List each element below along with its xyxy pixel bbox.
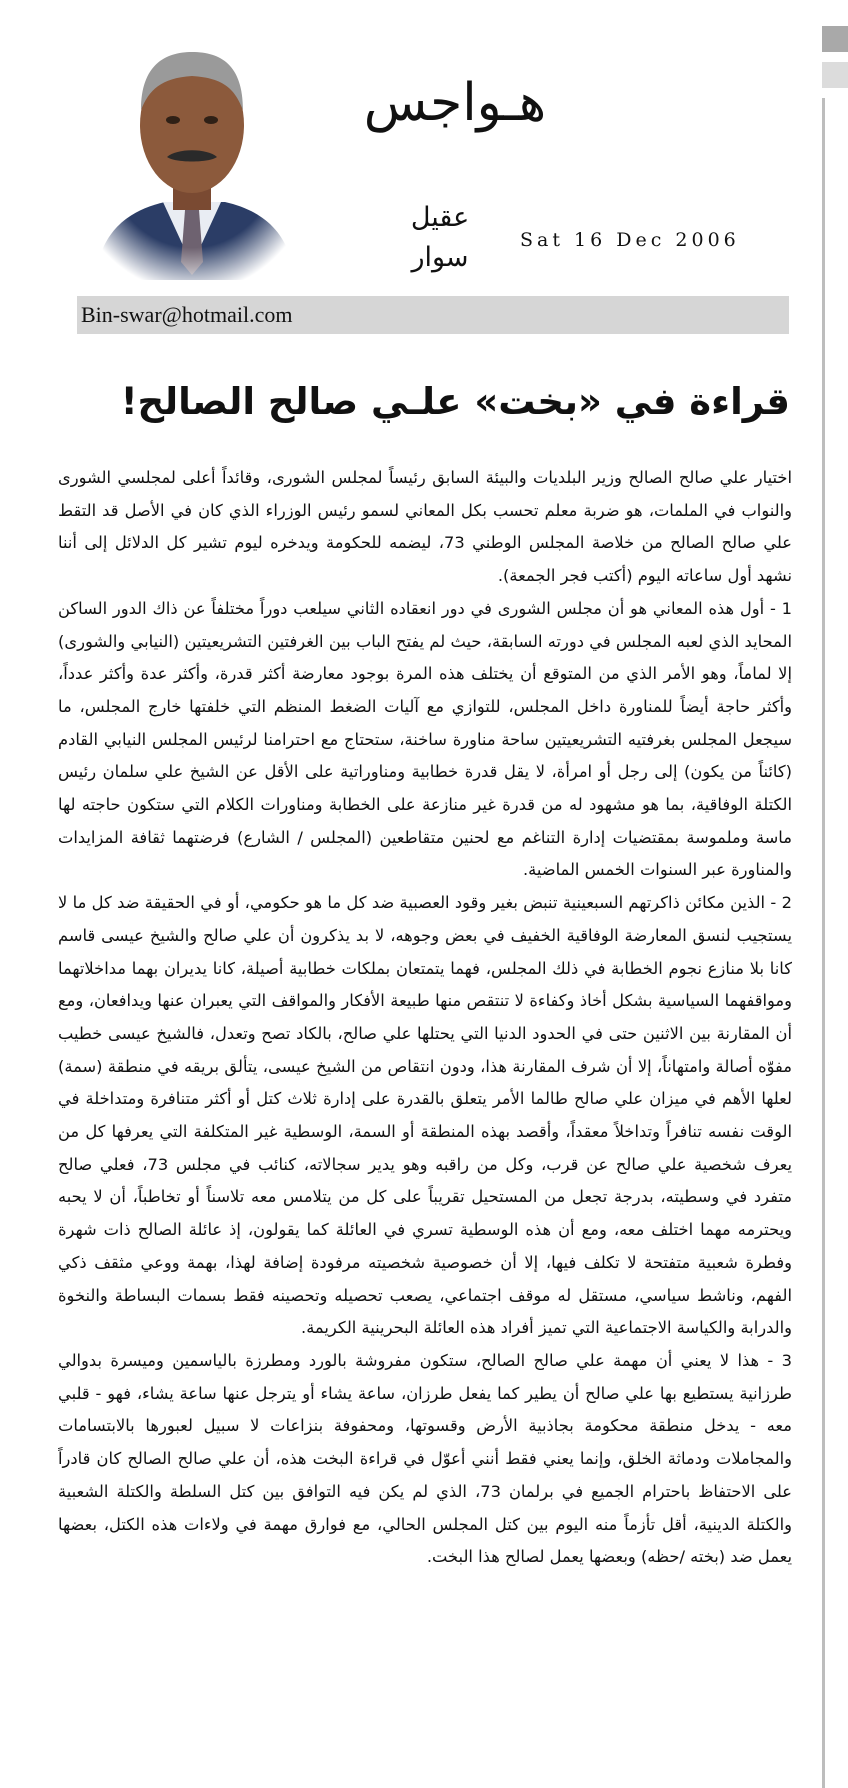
scroll-thumb[interactable]	[822, 62, 848, 88]
column-title: هـواجس	[363, 73, 547, 133]
author-portrait-illustration	[85, 30, 300, 280]
article-paragraph-3: 3 - هذا لا يعني أن مهمة علي صالح الصالح، ستكون مفروشة بالورد ومطرزة بالياسمين وميسرة بدوالي طرزانية يستطيع بها علي صالح أن يطير كما يفعل طرزان، ساعة يشاء أو يترجل عنها ساعة يشاء، فهو - قلبي معه - يدخل منطقة محكومة بجاذبية الأرض وقسوتها، ومحفوفة بنزاعات لا سبيل لعبورها بالابتسامات والمجاملات ودماثة الخلق، وإنما يعني فقط أنني أعوّل في قراءة البخت هذه، أن علي صالح الصالح كان قادراً على الاحتفاظ باحترام الجميع في برلمان 73، الذي لم يكن فيه التوافق بين كتل السلطة والكتلة الشعبية والكتلة الدينية، أقل تأزماً منه اليوم بين كتل المجلس الحالي، مع فوارق مهمة في ولاءات هذه الكتل، بعضها يعمل ضد (بخته /حظه) وبعضها يعمل لصالح هذا البخت.	[58, 1350, 793, 1567]
article-paragraph-intro: اختيار علي صالح الصالح وزير البلديات والبيئة السابق رئيساً لمجلس الشورى، وقائداً أعلى لمجلسي الشورى والنواب في الملمات، هو ضربة معلم تحسب بكل المعاني لسمو رئيس الوزراء الذي كان في الأصل قد التقط علي صالح الصالح من خلاصة المجلس الوطني 73، ليضمه للحكومة ويدخره ليوم تشير كل الدلائل إلى أننا نشهد أول ساعاته اليوم (أكتب فجر الجمعة).	[58, 468, 792, 586]
author-name: عقيل سوار	[410, 202, 470, 273]
scroll-up-button[interactable]	[822, 26, 848, 52]
scroll-track[interactable]	[822, 98, 825, 1788]
publish-date: Sat 16 Dec 2006	[520, 229, 740, 251]
author-email-link[interactable]: Bin-swar@hotmail.com	[81, 302, 293, 327]
article-body	[58, 462, 792, 1574]
article-headline: قراءة في «بخت» علـي صالح الصالح!	[120, 380, 790, 423]
author-portrait	[85, 30, 300, 280]
article-paragraph-1: 1 - أول هذه المعاني هو أن مجلس الشورى في دور انعقاده الثاني سيلعب دوراً مختلفاً عن ذاك الدور الساكن المحايد الذي لعبه المجلس في دورته السابقة، حيث لم يفتح الباب بين الغرفتين التشريعيتين (النيابي والشورى) إلا لماماً، وهو الأمر الذي من المتوقع أن يختلف هذه المرة بوجود معارضة أكثر قدرة، وأكثر عدة وأكثر عدداً، وأكثر حاجة أيضاً للمناورة داخل المجلس، للتوازي مع آليات الضغط المنظم التي خلفتها خارج المجلس، ما سيجعل المجلس بغرفتيه التشريعيتين ساحة مناورة ساخنة، ستحتاج مع احترامنا لرئيس المجلس النيابي القادم (كائناً من يكون) إلى رجل أو امرأة، لا يقل قدرة خطابية ومناوراتية على الأقل عن الشيخ علي سلمان رئيس الكتلة الوفاقية، بما هو مشهود له من قدرة غير منازعة على الخطابة ومناورات الكلام التي ستكون حاجته لها ماسة وملموسة بمقتضيات إدارة التناغم مع لحنين متقاطعين (المجلس / الشارع) فرضتهما ثقافة المزايدات والمناورة عبر السنوات الخمس الماضية.	[58, 598, 792, 880]
vertical-scrollbar[interactable]	[820, 20, 848, 1787]
email-bar	[77, 296, 789, 334]
article-paragraph-2: 2 - الذين مكائن ذاكرتهم السبعينية تنبض بغير وقود العصبية ضد كل ما هو حكومي، أو في الحقيقة ضد كل ما لا يستجيب لنسق المعارضة الوفاقية الخفيف في بعض وجوهه، لا بد يذكرون أن علي صالح والشيخ عيسى قاسم كانا بلا منازع نجوم الخطابة في ذلك المجلس، فهما يتمتعان بملكات خطابية أصيلة، كانا يديران بهما مداخلاتهما ومواقفهما السياسية بشكل أخاذ وكفاءة لا تنتقص منها طبيعة الأفكار والمواقف التي يعبران عنها ويدافعان، ومع أن المقارنة بين الاثنين حتى في الحدود الدنيا التي يحتلها علي صالح، بالكاد تصح وتعدل، فالشيخ عيسى خطيب مفوّه أصالة وامتهاناً، إلا أن شرف المقارنة هذا، ودون انتقاص من الشيخ عيسى، يتألق بريقه في منطقة (سمة) لعلها الأهم في ميزان علي صالح طالما الأمر يتعلق بالقدرة على إدارة ثلاث كتل أو أكثر متنافرة ومتداخلة في الوقت نفسه تنافراً وتداخلاً معقداً، وأقصد بهذه المنطقة أو السمة، الوسطية غير المتكلفة التي يعرفها كل من يعرف شخصية علي صالح عن قرب، وكل من راقبه وهو يدير سجالاته، كنائب في مجلس 73، فعلي صالح متفرد في وسطيته، بدرجة تجعل من المستحيل تقريباً على كل من يتلامس معه تلاسناً أو تخاطباً، أن لا يحبه ويحترمه مهما اختلف معه، ومع أن هذه الوسطية تسري في العائلة كما يقولون، إذ عائلة الصالح ذات شهرة وفطرة شعبية متفتحة لا تكلف فيها، إلا أن خصوصية شخصيته مرفودة إضافة لهذا، بهمة ووعي مثقف ذكي الفهم، وناشط سياسي، مستقل له موقف اجتماعي، يصعب تحصيله وتحصينه فقط بسمات البساطة والنخوة والدرابة والكياسة الاجتماعية التي تميز أفراد هذه العائلة البحرينية الكريمة.	[58, 893, 792, 1338]
